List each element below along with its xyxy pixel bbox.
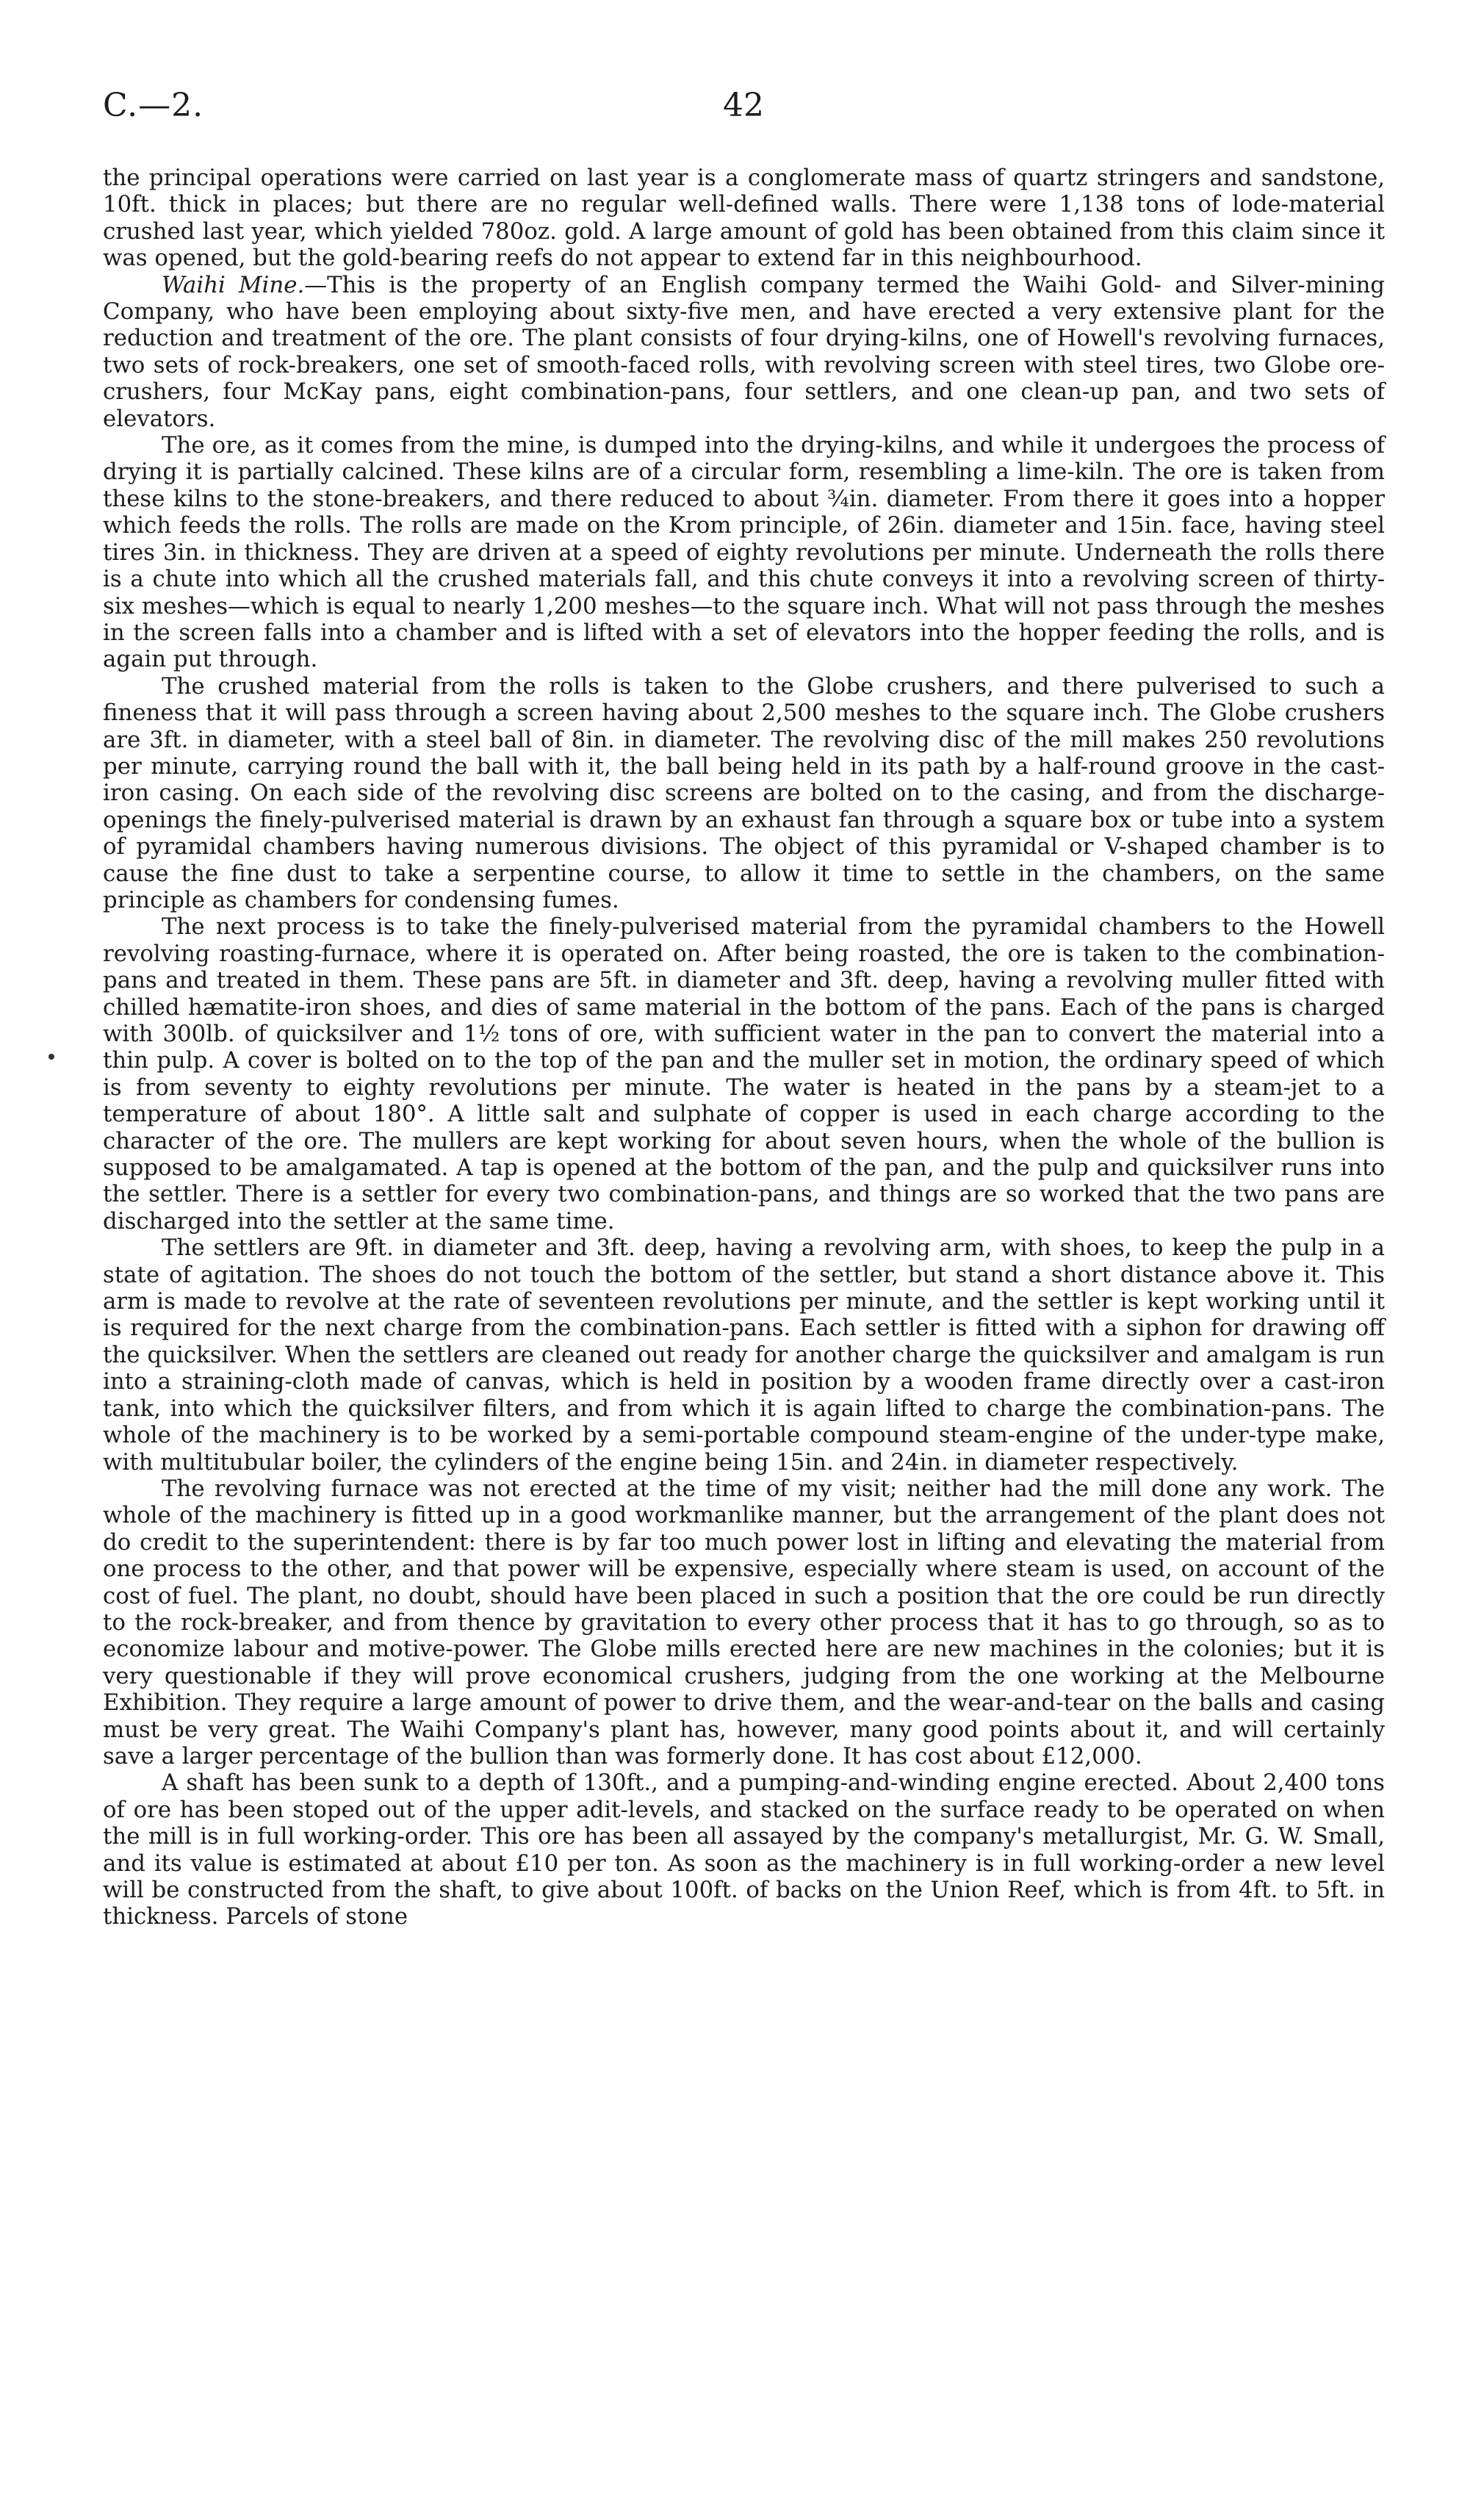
paragraph: The crushed material from the rolls is taken to the Globe crushers, and there pulverised to such a fineness that it will pass through a screen having about 2,500 meshes to the square inch. The Globe crushers are 3ft. in diameter, with a steel ball of 8in. in diameter. The revolving disc of the mill makes 250 revolutions per minute, carrying round the ball with it, the ball being held in its path by a half-round groove in the cast-iron casing. On each side of the revolving disc screens are bolted on to the casing, and from the discharge-openings the finely-pulverised material is drawn by an exhaust fan through a square box or tube into a system of pyramidal chambers having numerous divisions. The object of this pyramidal or V-shaped chamber is to cause the fine dust to take a serpentine course, to allow it time to settle in the chambers, on the same principle as chambers for condensing fumes. <box>103 672 1385 913</box>
document-reference: C.—2. <box>103 87 204 124</box>
mine-name-heading: Waihi Mine. <box>162 271 305 298</box>
paragraph: The revolving furnace was not erected at the time of my visit; neither had the mill done any work. The whole of the machinery is fitted up in a good workmanlike manner, but the arrangement of the plant does not do credit to the superintendent: there is by far too much power lost in lifting and elevating the material from one process to the other, and that power will be expensive, especially where steam is used, on account of the cost of fuel. The plant, no doubt, should have been placed in such a position that the ore could be run directly to the rock-breaker, and from thence by gravitation to every other process that it has to go through, so as to economize labour and motive-power. The Globe mills erected here are new machines in the colonies; but it is very questionable if they will prove economical crushers, judging from the one working at the Melbourne Exhibition. They require a large amount of power to drive them, and the wear-and-tear on the balls and casing must be very great. The Waihi Company's plant has, however, many good points about it, and will certainly save a larger percentage of the bullion than was formerly done. It has cost about £12,000. <box>103 1475 1385 1769</box>
margin-mark <box>48 1054 54 1060</box>
page-header <box>97 87 1390 131</box>
paragraph: The settlers are 9ft. in diameter and 3ft. deep, having a revolving arm, with shoes, to keep the pulp in a state of agitation. The shoes do not touch the bottom of the settler, but stand a short distance above it. This arm is made to revolve at the rate of seventeen revolutions per minute, and the settler is kept working until it is required for the next charge from the combination-pans. Each settler is fitted with a siphon for drawing off the quicksilver. When the settlers are cleaned out ready for another charge the quicksilver and amalgam is run into a straining-cloth made of canvas, which is held in position by a wooden frame directly over a cast-iron tank, into which the quicksilver filters, and from which it is again lifted to charge the combination-pans. The whole of the machinery is to be worked by a semi-portable compound steam-engine of the under-type make, with multitubular boiler, the cylinders of the engine being 15in. and 24in. in diameter respectively. <box>103 1235 1385 1476</box>
paragraph-text: —This is the property of an English company termed the Waihi Gold- and Silver-mining Company, who have been employing about sixty-five men, and have erected a very extensive plant for the reduction and treatment of the ore. The plant consists of four drying-kilns, one of Howell's revolving furnaces, two sets of rock-breakers, one set of smooth-faced rolls, with revolving screen with steel tires, two Globe ore-crushers, four McKay pans, eight combination-pans, four settlers, and one clean-up pan, and two sets of elevators. <box>103 271 1385 432</box>
paragraph: The ore, as it comes from the mine, is dumped into the drying-kilns, and while it undergoes the process of drying it is partially calcined. These kilns are of a circular form, resembling a lime-kiln. The ore is taken from these kilns to the stone-breakers, and there reduced to about ¾in. diameter. From there it goes into a hopper which feeds the rolls. The rolls are made on the Krom principle, of 26in. diameter and 15in. face, having steel tires 3in. in thickness. They are driven at a speed of eighty revolutions per minute. Underneath the rolls there is a chute into which all the crushed materials fall, and this chute conveys it into a revolving screen of thirty-six meshes—which is equal to nearly 1,200 meshes—to the square inch. What will not pass through the meshes in the screen falls into a chamber and is lifted with a set of elevators into the hopper feeding the rolls, and is again put through. <box>103 432 1385 673</box>
paragraph: the principal operations were carried on last year is a conglomerate mass of quartz stringers and sandstone, 10ft. thick in places; but there are no regular well-defined walls. There were 1,138 tons of lode-material crushed last year, which yielded 780oz. gold. A large amount of gold has been obtained from this claim since it was opened, but the gold-bearing reefs do not appear to extend far in this neighbourhood. <box>103 165 1385 272</box>
paragraph: The next process is to take the finely-pulverised material from the pyramidal chambers to the Howell revolving roasting-furnace, where it is operated on. After being roasted, the ore is taken to the combination-pans and treated in them. These pans are 5ft. in diameter and 3ft. deep, having a revolving muller fitted with chilled hæmatite-iron shoes, and dies of same material in the bottom of the pans. Each of the pans is charged with 300lb. of quicksilver and 1½ tons of ore, with sufficient water in the pan to convert the material into a thin pulp. A cover is bolted on to the top of the pan and the muller set in motion, the ordinary speed of which is from seventy to eighty revolutions per minute. The water is heated in the pans by a steam-jet to a temperature of about 180°. A little salt and sulphate of copper is used in each charge according to the character of the ore. The mullers are kept working for about seven hours, when the whole of the bullion is supposed to be amalgamated. A tap is opened at the bottom of the pan, and the pulp and quicksilver runs into the settler. There is a settler for every two combination-pans, and things are so worked that the two pans are discharged into the settler at the same time. <box>103 913 1385 1235</box>
body-text <box>103 165 1385 1930</box>
paragraph: A shaft has been sunk to a depth of 130ft., and a pumping-and-winding engine erected. About 2,400 tons of ore has been stoped out of the upper adit-levels, and stacked on the surface ready to be operated on when the mill is in full working-order. This ore has been all assayed by the company's metallurgist, Mr. G. W. Small, and its value is estimated at about £10 per ton. As soon as the machinery is in full working-order a new level will be constructed from the shaft, to give about 100ft. of backs on the Union Reef, which is from 4ft. to 5ft. in thickness. Parcels of stone <box>103 1769 1385 1930</box>
paragraph <box>103 272 1385 432</box>
page-number: 42 <box>723 87 764 124</box>
